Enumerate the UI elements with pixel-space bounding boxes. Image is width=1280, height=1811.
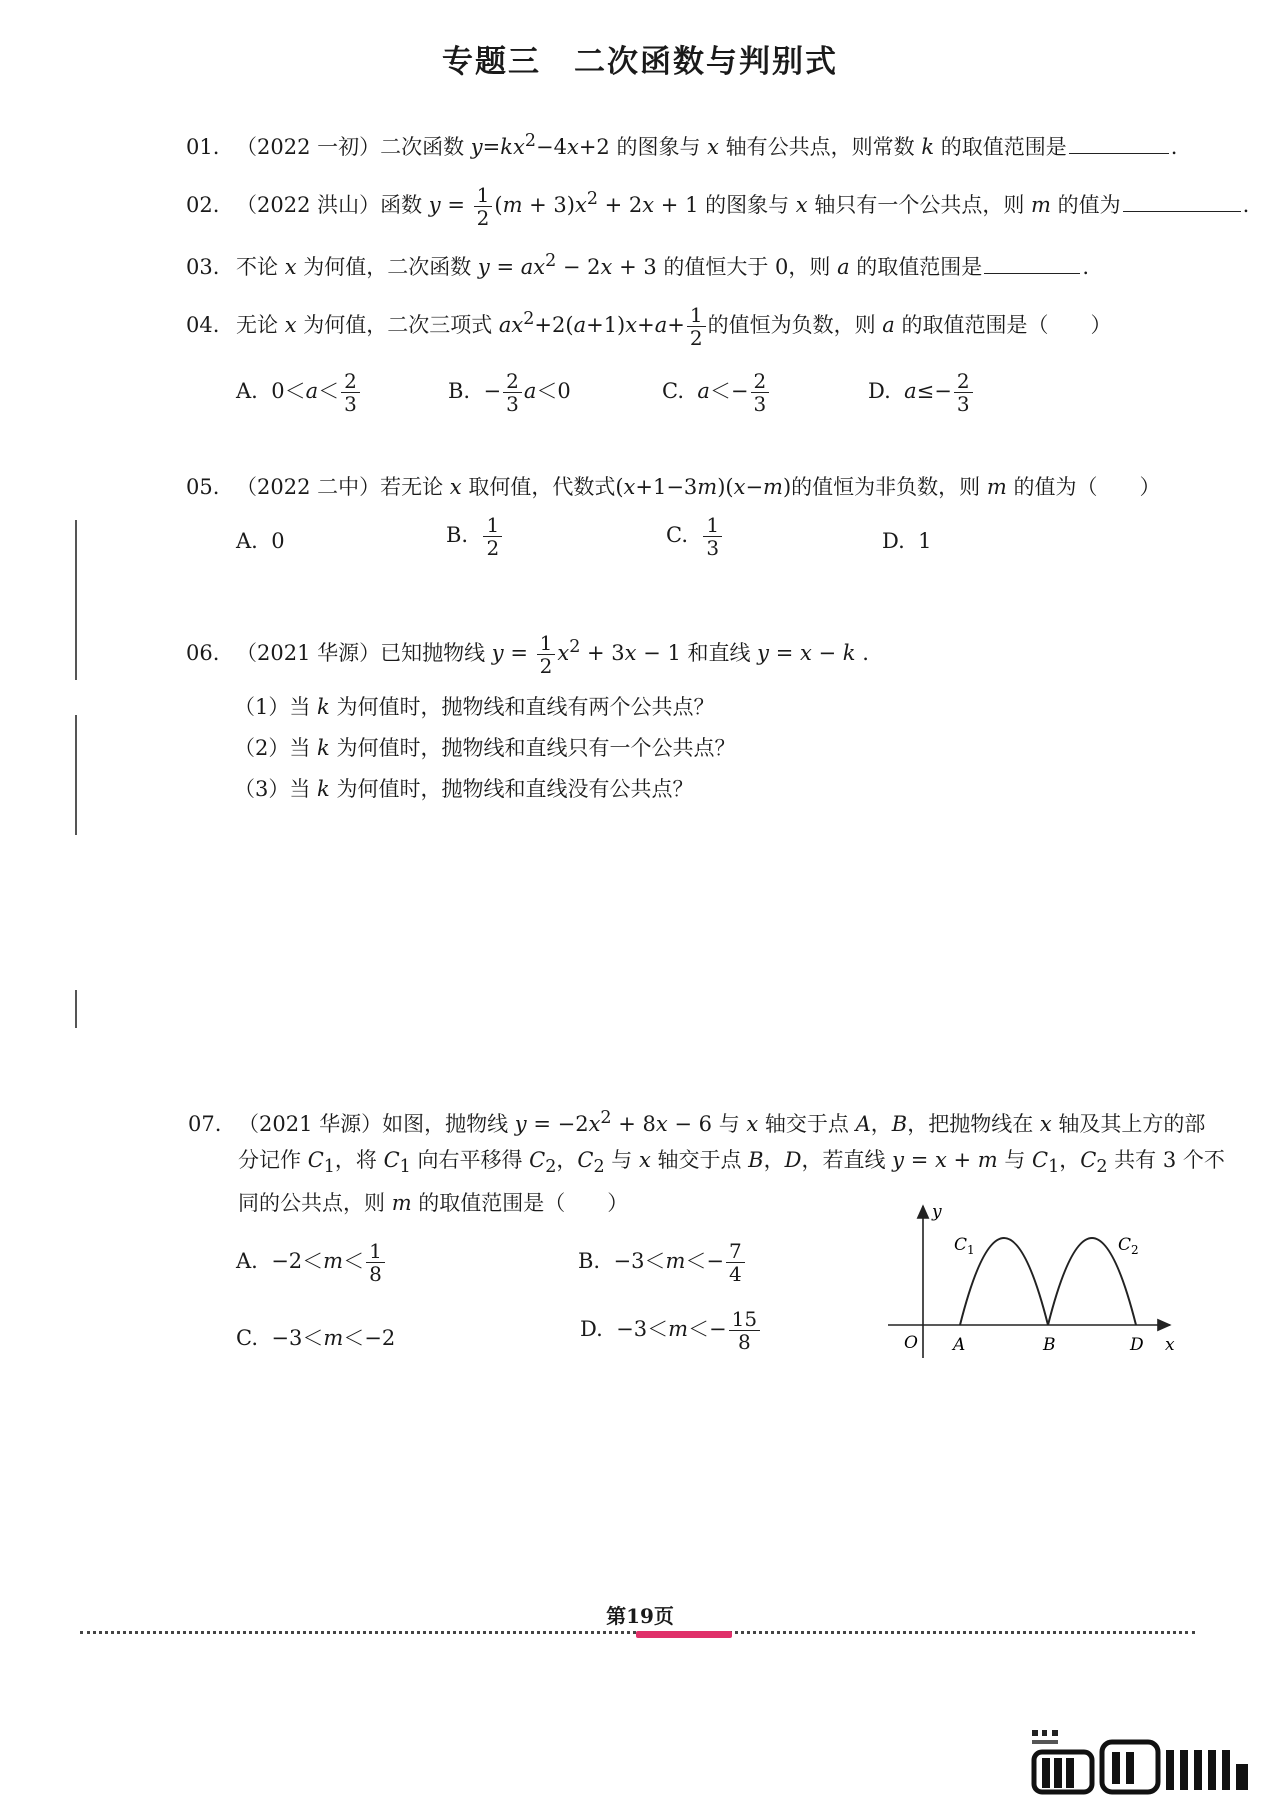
- option-label: B.: [578, 1249, 601, 1273]
- var: x: [655, 1112, 668, 1136]
- c1-subscript: 1: [967, 1243, 975, 1257]
- denominator: 2: [539, 654, 553, 678]
- question-05: [186, 472, 1160, 502]
- text: 轴只有一个公共点，则: [807, 193, 1031, 217]
- text: =: [440, 193, 472, 217]
- fraction: [341, 370, 360, 415]
- subscript: 1: [323, 1157, 335, 1178]
- var: x: [574, 193, 587, 217]
- text: 的值恒为负数，则: [707, 313, 883, 337]
- var: m: [391, 1191, 412, 1215]
- text: ＜−: [709, 379, 749, 403]
- var: y: [514, 1112, 527, 1136]
- fraction: [474, 184, 493, 229]
- var: C: [1080, 1148, 1097, 1172]
- option-c[interactable]: [666, 514, 724, 559]
- var: x: [642, 193, 655, 217]
- exponent: 2: [545, 251, 557, 271]
- text: 的取值范围是（ ）: [894, 313, 1112, 337]
- text: =: [769, 641, 800, 665]
- denominator: 2: [486, 536, 500, 560]
- var: y: [470, 135, 483, 159]
- text: −3＜: [271, 1326, 324, 1350]
- scan-edge-mark: [75, 520, 77, 680]
- var: a: [523, 379, 537, 403]
- var: a: [837, 255, 850, 279]
- curve-c2-label: [1118, 1235, 1139, 1257]
- var: x: [600, 255, 613, 279]
- text: 无论: [236, 313, 285, 337]
- var: x: [638, 1148, 651, 1172]
- text: 轴交于点: [758, 1112, 856, 1136]
- numerator: 2: [341, 370, 360, 393]
- denominator: 3: [706, 536, 720, 560]
- question-source: （2022 二中）若无论: [236, 475, 450, 499]
- var: y: [428, 193, 441, 217]
- var: x: [557, 641, 570, 665]
- text: +2 的图象与: [578, 135, 708, 159]
- var: y: [757, 641, 770, 665]
- denominator: 2: [476, 206, 490, 230]
- var: k: [317, 777, 330, 801]
- question-number: 06.: [186, 641, 220, 665]
- denominator: 4: [728, 1262, 742, 1286]
- question-07: [188, 1103, 1205, 1139]
- option-value: 0: [271, 529, 285, 553]
- text: ≤−: [916, 379, 952, 403]
- var: C: [1032, 1148, 1049, 1172]
- parabola-figure: [880, 1200, 1180, 1360]
- text: 为何值时，抛物线和直线有两个公共点？: [329, 695, 715, 719]
- text: ＜−2: [343, 1326, 396, 1350]
- text: =: [482, 135, 501, 159]
- text: ＜−: [685, 1249, 724, 1273]
- text: +: [637, 313, 655, 337]
- var: x: [934, 1148, 947, 1172]
- text: )的值恒为非负数，则: [782, 475, 987, 499]
- question-03: [186, 246, 1089, 282]
- text: − 6 与: [667, 1112, 747, 1136]
- text: + 1 的图象与: [654, 193, 796, 217]
- option-c[interactable]: [662, 370, 771, 415]
- question-source: （2022 洪山）函数: [236, 193, 429, 217]
- text: ，若直线: [801, 1148, 893, 1172]
- text: ＜: [343, 1249, 365, 1273]
- var: m: [697, 475, 718, 499]
- text: −: [745, 475, 764, 499]
- var: x: [795, 193, 808, 217]
- question-source: （2021 华源）已知抛物线: [236, 641, 492, 665]
- var: C: [577, 1148, 594, 1172]
- option-b[interactable]: [448, 370, 571, 415]
- text: 与: [604, 1148, 639, 1172]
- y-axis-label: y: [932, 1202, 942, 1222]
- var: x: [566, 135, 579, 159]
- var: a: [904, 379, 917, 403]
- var: x: [588, 1112, 601, 1136]
- text: ，: [556, 1148, 578, 1172]
- text: +1−3: [635, 475, 698, 499]
- text: − 1 和直线: [636, 641, 758, 665]
- origin-label: O: [904, 1333, 918, 1353]
- var: k: [317, 695, 330, 719]
- text: (: [494, 193, 503, 217]
- text: −3＜: [616, 1317, 669, 1341]
- point-b-label: B: [1043, 1335, 1056, 1355]
- denominator: 3: [956, 392, 970, 416]
- point-a-label: A: [953, 1335, 966, 1355]
- text: 向右平移得: [410, 1148, 530, 1172]
- text: 为何值，二次三项式: [296, 313, 499, 337]
- numerator: 1: [483, 514, 502, 537]
- denominator: 3: [344, 392, 357, 416]
- denominator: 8: [737, 1330, 751, 1354]
- subquestion-3: [234, 774, 693, 804]
- var: a: [882, 313, 895, 337]
- var: x: [449, 475, 462, 499]
- subscript: 2: [1096, 1157, 1108, 1178]
- question-02: [186, 184, 1249, 229]
- fraction: [703, 514, 722, 559]
- text: 与: [997, 1148, 1033, 1172]
- question-number: 02.: [186, 193, 220, 217]
- watermark-logo: [1020, 1724, 1260, 1798]
- question-06: [186, 632, 869, 677]
- var: m: [665, 1249, 686, 1273]
- text: 轴交于点: [650, 1148, 749, 1172]
- option-label: D.: [868, 379, 891, 403]
- text: + 8: [611, 1112, 656, 1136]
- var: y: [892, 1148, 905, 1172]
- var: m: [668, 1317, 689, 1341]
- option-a[interactable]: [236, 370, 362, 415]
- var: x: [707, 135, 719, 159]
- var: D: [784, 1148, 802, 1172]
- var: y: [491, 641, 504, 665]
- option-label: C.: [662, 379, 684, 403]
- text: +2(: [534, 313, 574, 337]
- text: −2＜: [271, 1249, 324, 1273]
- denominator: 3: [753, 392, 767, 416]
- text: ，: [763, 1148, 785, 1172]
- text: 的值为（ ）: [1006, 475, 1161, 499]
- text: =: [503, 641, 535, 665]
- text: 轴有公共点，则常数: [718, 135, 922, 159]
- exponent: 2: [524, 131, 536, 151]
- text: −: [811, 641, 843, 665]
- answer-blank: [1123, 210, 1241, 212]
- text: 的取值范围是: [934, 135, 1067, 159]
- var: x: [623, 475, 636, 499]
- var: k: [500, 135, 514, 159]
- text: .: [1170, 135, 1178, 159]
- var: y: [477, 255, 490, 279]
- var: x: [511, 313, 524, 337]
- text: ，: [1059, 1148, 1081, 1172]
- numerator: 2: [503, 370, 522, 393]
- text: + 3): [522, 193, 575, 217]
- question-number: 03.: [186, 255, 220, 279]
- var: x: [746, 1112, 759, 1136]
- text: +1): [586, 313, 626, 337]
- fraction: [729, 1308, 760, 1353]
- option-a[interactable]: [236, 529, 285, 553]
- question-number: 07.: [188, 1112, 222, 1136]
- fraction: [483, 514, 502, 559]
- scan-edge-mark: [75, 990, 77, 1028]
- exponent: 2: [569, 637, 581, 657]
- text: ，: [870, 1112, 892, 1136]
- text: 不论: [236, 255, 285, 279]
- question-01: [186, 126, 1177, 162]
- numerator: 1: [703, 514, 722, 537]
- text: − 2: [556, 255, 601, 279]
- numerator: 1: [537, 632, 556, 655]
- fraction: [726, 1240, 745, 1285]
- var: m: [323, 1326, 344, 1350]
- var: m: [1031, 193, 1051, 217]
- var: x: [733, 475, 746, 499]
- var: C: [307, 1148, 324, 1172]
- denominator: 8: [369, 1262, 382, 1286]
- text: 为何值时，抛物线和直线没有公共点？: [329, 777, 694, 801]
- question-number: 04.: [186, 313, 220, 337]
- question-04: [186, 304, 1111, 349]
- fraction: [503, 370, 522, 415]
- numerator: 15: [729, 1308, 760, 1331]
- question-number: 01.: [186, 135, 220, 159]
- text: 共有 3 个不: [1107, 1148, 1225, 1172]
- text: 0＜: [271, 379, 306, 403]
- var: C: [383, 1148, 400, 1172]
- footer-highlight: [636, 1631, 732, 1638]
- var: x: [800, 641, 812, 665]
- option-a[interactable]: [236, 1240, 387, 1285]
- var: x: [533, 255, 546, 279]
- option-b[interactable]: [578, 1240, 747, 1285]
- text: 的取值范围是（ ）: [411, 1191, 629, 1215]
- c1-letter: C: [954, 1235, 968, 1255]
- text: =: [904, 1148, 935, 1172]
- var: x: [284, 313, 297, 337]
- var: m: [977, 1148, 998, 1172]
- question-07-line3: [238, 1188, 628, 1218]
- text: )(: [717, 475, 734, 499]
- fraction: [366, 1240, 385, 1285]
- fraction: [751, 370, 770, 415]
- numerator: 2: [751, 370, 770, 393]
- var: a: [520, 255, 534, 279]
- option-label: A.: [236, 529, 258, 553]
- text: = −2: [526, 1112, 589, 1136]
- page-number: 第19页: [606, 1604, 674, 1628]
- text: 取何值，代数式(: [461, 475, 624, 499]
- answer-blank: [1069, 152, 1169, 154]
- option-b[interactable]: [446, 514, 504, 559]
- subscript: 2: [593, 1157, 605, 1178]
- numerator: 7: [726, 1240, 745, 1263]
- text: ＜−: [688, 1317, 727, 1341]
- question-07-line2: [238, 1145, 1225, 1182]
- text: 同的公共点，则: [238, 1191, 392, 1215]
- var: k: [317, 736, 330, 760]
- text: −4: [536, 135, 567, 159]
- var: m: [502, 193, 523, 217]
- subscript: 1: [1048, 1157, 1060, 1178]
- text: −3＜: [613, 1249, 666, 1273]
- var: C: [529, 1148, 546, 1172]
- option-label: D.: [580, 1317, 603, 1341]
- var: a: [654, 313, 668, 337]
- var: a: [498, 313, 512, 337]
- var: B: [748, 1148, 764, 1172]
- exponent: 2: [600, 1108, 612, 1128]
- numerator: 1: [474, 184, 493, 207]
- fraction: [687, 304, 706, 349]
- var: B: [891, 1112, 908, 1136]
- option-label: C.: [236, 1326, 258, 1350]
- option-label: D.: [882, 529, 905, 553]
- option-label: C.: [666, 523, 688, 547]
- option-label: B.: [446, 523, 469, 547]
- text: 为何值时，抛物线和直线只有一个公共点？: [329, 736, 736, 760]
- option-value: 1: [918, 529, 932, 553]
- text: =: [489, 255, 521, 279]
- var: a: [573, 313, 587, 337]
- page-title: 专题三 二次函数与判别式: [442, 44, 838, 80]
- text: +: [667, 313, 685, 337]
- option-label: B.: [448, 379, 471, 403]
- option-d[interactable]: [868, 370, 975, 415]
- question-source: （2022 一初）二次函数: [236, 135, 471, 159]
- option-c[interactable]: [236, 1322, 395, 1352]
- text: −: [483, 379, 502, 403]
- var: x: [624, 641, 637, 665]
- text: + 3 的值恒大于 0，则: [612, 255, 838, 279]
- text: （1）当: [234, 695, 318, 719]
- option-d[interactable]: [882, 529, 932, 553]
- subquestion-2: [234, 733, 735, 763]
- c2-letter: C: [1118, 1235, 1132, 1255]
- var: m: [986, 475, 1007, 499]
- option-label: A.: [236, 379, 258, 403]
- text: 为何值，二次函数: [296, 255, 478, 279]
- text: + 2: [597, 193, 643, 217]
- subscript: 2: [545, 1157, 557, 1178]
- exponent: 2: [586, 189, 598, 209]
- curve-c1-label: [954, 1235, 975, 1257]
- numerator: 1: [687, 304, 706, 327]
- point-d-label: D: [1130, 1335, 1144, 1355]
- var: x: [513, 135, 525, 159]
- subscript: 1: [399, 1157, 411, 1178]
- answer-blank: [984, 272, 1080, 274]
- numerator: 1: [366, 1240, 385, 1263]
- c2-subscript: 2: [1131, 1243, 1139, 1257]
- denominator: 2: [689, 326, 703, 350]
- var: a: [305, 379, 319, 403]
- option-label: A.: [236, 1249, 258, 1273]
- text: +: [946, 1148, 978, 1172]
- var: m: [763, 475, 783, 499]
- text: ＜: [318, 379, 340, 403]
- subquestion-1: [234, 692, 714, 722]
- option-d[interactable]: [580, 1308, 762, 1353]
- text: 的取值范围是: [849, 255, 983, 279]
- denominator: 3: [506, 392, 519, 416]
- var: m: [323, 1249, 344, 1273]
- text: ，将: [334, 1148, 384, 1172]
- text: .: [1082, 255, 1089, 279]
- numerator: 2: [954, 370, 973, 393]
- exponent: 2: [523, 309, 535, 329]
- text: ＜0: [536, 379, 571, 403]
- text: + 3: [580, 641, 625, 665]
- x-axis-label: x: [1165, 1335, 1175, 1355]
- var: a: [697, 379, 710, 403]
- text: ，把抛物线在: [907, 1112, 1040, 1136]
- text: （2）当: [234, 736, 318, 760]
- fraction: [537, 632, 556, 677]
- var: k: [842, 641, 856, 665]
- text: （3）当: [234, 777, 318, 801]
- var: x: [1039, 1112, 1052, 1136]
- question-number: 05.: [186, 475, 220, 499]
- text: 的值为: [1050, 193, 1121, 217]
- text: 轴及其上方的部: [1051, 1112, 1206, 1136]
- var: k: [921, 135, 935, 159]
- question-source: （2021 华源）如图，抛物线: [238, 1112, 515, 1136]
- fraction: [954, 370, 973, 415]
- text: .: [1242, 193, 1250, 217]
- text: .: [855, 641, 869, 665]
- var: x: [284, 255, 297, 279]
- text: 分记作: [238, 1148, 308, 1172]
- var: x: [625, 313, 638, 337]
- var: A: [855, 1112, 871, 1136]
- scan-edge-mark: [75, 715, 77, 835]
